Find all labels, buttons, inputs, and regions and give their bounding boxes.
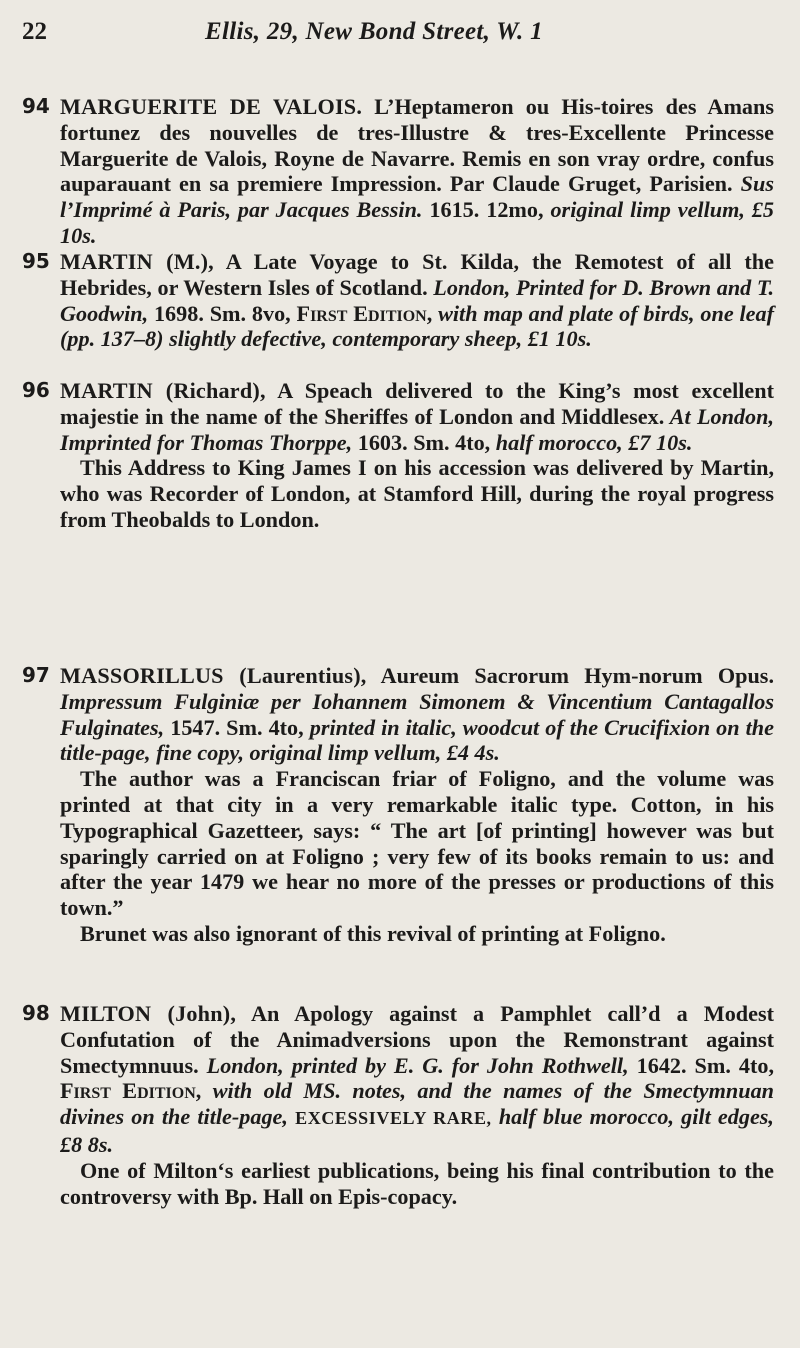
running-head: Ellis, 29, New Bond Street, W. 1 (205, 18, 543, 45)
entry-number: 95 (22, 249, 50, 273)
entry-note: This Address to King James I on his accession was delivered by Martin, who was Recorder of London, at Stamford Hill, during the royal progress from Theobalds to London. (60, 455, 774, 532)
catalogue-entry (22, 663, 774, 947)
entry-imprint: At London, Imprinted for Thomas Thorppe, (60, 403, 775, 455)
entry-condition: with old MS. notes, and the names of the Smectymnuan divines on the title-page, (60, 1078, 775, 1130)
catalogue-entry (22, 1001, 774, 1209)
entry-body (60, 1001, 774, 1209)
entry-rarity: EXCESSIVELY RARE, (295, 1108, 492, 1129)
entry-description (60, 94, 774, 249)
catalogue-entry (22, 94, 774, 249)
entry-note: One of Milton‘s earliest publications, being his final contribution to the controversy with Bp. Hall on Epis-copacy. (60, 1157, 774, 1209)
catalogue-entry (22, 378, 774, 533)
page-header (22, 18, 780, 58)
entry-condition: half morocco, £7 10s. (490, 429, 693, 455)
entry-title: A Speach delivered to the King’s most excellent majestie in the name of the Sheriffes of London and Middlesex. (60, 378, 775, 429)
entry-format: 1698. Sm. 8vo, (148, 300, 297, 326)
entry-binding: half blue morocco, gilt edges, £8 8s. (60, 1104, 774, 1157)
entry-number: 96 (22, 378, 50, 402)
entry-title: L’Heptameron ou His-toires des Amans fortunez des nouvelles de tres-Illustre & tres-Excellente Princesse Marguerite de Valois, Royne de Navarre. Remis en son vray ordre, confus auparauant en sa premiere Impression. Par Claude Gruget, Parisien. (60, 94, 774, 197)
entry-condition: original limp vellum, £5 10s. (60, 197, 774, 248)
entry-body (60, 378, 774, 533)
entry-description (60, 378, 774, 455)
catalogue-entry (22, 249, 774, 352)
entry-format: 1642. Sm. 4to, (628, 1052, 774, 1078)
entry-imprint: London, printed by E. G. for John Rothwell, (198, 1052, 629, 1078)
entry-title: An Apology against a Pamphlet call’d a Modest Confutation of the Animadversions upon the Remonstrant against Smectymnuus. (60, 1001, 774, 1078)
entry-body (60, 663, 774, 947)
entry-condition: printed in italic, woodcut of the Crucifixion on the title-page, fine copy, original limp vellum, £4 4s. (60, 714, 774, 766)
entry-title: Aureum Sacrorum Hym-norum Opus. (366, 663, 774, 688)
entry-format: 1603. Sm. 4to, (352, 429, 491, 455)
entry-number: 94 (22, 94, 50, 118)
entry-description (60, 249, 774, 352)
entry-lead: MARGUERITE DE VALOIS. (60, 94, 363, 119)
entry-description (60, 1001, 774, 1158)
entry-edition: First Edition, (60, 1078, 202, 1104)
entry-note: The author was a Franciscan friar of Foligno, and the volume was printed at that city in a very remarkable italic type. Cotton, in his Typographical Gazetteer, says: “ The art [of printing] however was but sparingly carried on at Foligno ; very few of its books remain to us: and after the year 1479 we hear no more of the presses or productions of this town.” (60, 766, 774, 921)
entry-description (60, 663, 774, 766)
entry-condition: with map and plate of birds, one leaf (pp. 137–8) slightly defective, contemporary sheep, £1 10s. (60, 300, 775, 352)
entry-lead: MARTIN (M.), (60, 249, 214, 274)
entry-lead: MASSORILLUS (Laurentius), (60, 663, 367, 688)
entry-body (60, 94, 774, 249)
entry-note: Brunet was also ignorant of this revival of printing at Foligno. (80, 920, 666, 946)
page-number: 22 (22, 18, 47, 45)
entry-format: 1547. Sm. 4to, (164, 714, 304, 740)
entry-imprint: Impressum Fulginiæ per Iohannem Simonem & Vincentium Cantagallos Fulginates, (60, 688, 774, 740)
entry-lead: MARTIN (Richard), (60, 378, 266, 403)
entry-edition: First Edition, (296, 300, 433, 326)
entry-body (60, 249, 774, 352)
entry-number: 97 (22, 663, 50, 687)
entry-number: 98 (22, 1001, 50, 1025)
entry-format: 1615. 12mo, (422, 197, 544, 223)
entry-imprint: Sus l’Imprimé à Paris, par Jacques Bessin. (60, 171, 774, 223)
entry-imprint: London, Printed for D. Brown and T. Goodwin, (60, 274, 774, 326)
entry-lead: MILTON (John), (60, 1001, 237, 1026)
entry-title: A Late Voyage to St. Kilda, the Remotest of all the Hebrides, or Western Isles of Scotland. (60, 249, 774, 300)
